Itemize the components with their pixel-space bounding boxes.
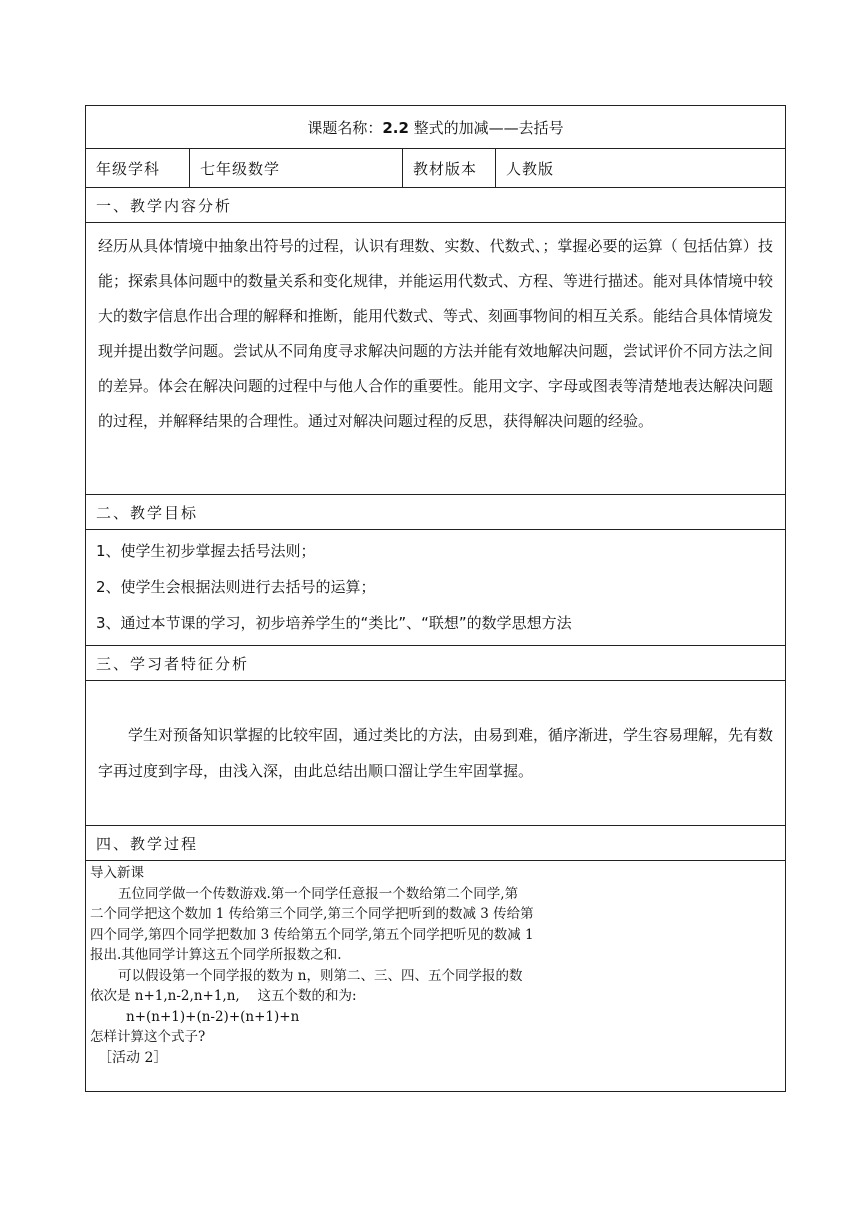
title-number: 2.2 xyxy=(382,118,409,137)
section4-heading: 四、教学过程 xyxy=(86,826,786,861)
goal-item: 3、通过本节课的学习，初步培养学生的“类比”、“联想”的数学思想方法 xyxy=(96,614,572,632)
activity-label: ［活动 2］ xyxy=(98,1049,168,1066)
edition-label: 教材版本 xyxy=(403,149,496,188)
lesson-plan-table xyxy=(85,105,786,1092)
section3-content-row xyxy=(86,681,786,826)
section1-content-row xyxy=(86,223,786,495)
edition-value: 人教版 xyxy=(496,149,786,188)
learner-analysis-text: 学生对预备知识掌握的比较牢固，通过类比的方法，由易到难，循序渐进，学生容易理解，先有数字再过度到字母，由浅入深，由此总结出顺口溜让学生牢固掌握。 xyxy=(98,726,774,780)
question: 怎样计算这个式子? xyxy=(90,1029,206,1045)
goal-item: 1、使学生初步掌握去括号法则； xyxy=(96,542,316,560)
meta-row xyxy=(86,149,786,188)
assume-line: 依次是 n+1,n-2,n+1,n, 这五个数的和为: xyxy=(90,988,357,1004)
section4-content-row xyxy=(86,861,786,1092)
title-text: 整式的加减——去括号 xyxy=(408,118,564,137)
grade-value: 七年级数学 xyxy=(190,149,403,188)
section1-heading: 一、教学内容分析 xyxy=(86,188,786,223)
grade-label: 年级学科 xyxy=(86,149,190,188)
goal-item: 2、使学生会根据法则进行去括号的运算； xyxy=(96,578,376,596)
title-prefix: 课题名称： xyxy=(307,118,383,137)
section2-heading-row xyxy=(86,495,786,530)
game-line: 报出.其他同学计算这五个同学所报数之和. xyxy=(90,947,342,963)
game-line: 五位同学做一个传数游戏.第一个同学任意报一个数给第二个同学,第 xyxy=(118,885,519,902)
formula: n+(n+1)+(n-2)+(n+1)+n xyxy=(126,1008,300,1025)
assume-line: 可以假设第一个同学报的数为 n，则第二、三、四、五个同学报的数 xyxy=(118,967,523,984)
content-analysis-text: 经历从具体情境中抽象出符号的过程，认识有理数、实数、代数式、；掌握必要的运算（ 包括估算）技能；探索具体问题中的数量关系和变化规律，并能运用代数式、方程、等进行描述。能对具体情境中较大的数字信息作出合理的解释和推断，能用代数式、等式、刻画事物间的相互关系。能结合具体情境发现并提出数学问题。尝试从不同角度寻求解决问题的方法并能有效地解决问题，尝试评价不同方法之间的差异。体会在解决问题的过程中与他人合作的重要性。能用文字、字母或图表等清楚地表达解决问题的过程，并解释结果的合理性。通过对解决问题过程的反思，获得解决问题的经验。 xyxy=(98,237,774,430)
game-line: 二个同学把这个数加 1 传给第三个同学,第三个同学把听到的数减 3 传给第 xyxy=(90,906,534,922)
lesson-title xyxy=(86,106,786,149)
section4-heading-row xyxy=(86,826,786,861)
game-line: 四个同学,第四个同学把数加 3 传给第五个同学,第五个同学把听见的数减 1 xyxy=(90,926,534,943)
lesson-plan-sheet xyxy=(85,105,785,1092)
section3-heading: 三、学习者特征分析 xyxy=(86,646,786,681)
section2-content-row xyxy=(86,530,786,646)
section2-heading: 二、教学目标 xyxy=(86,495,786,530)
section3-heading-row xyxy=(86,646,786,681)
title-row xyxy=(86,106,786,149)
section1-heading-row xyxy=(86,188,786,223)
intro-title: 导入新课 xyxy=(90,865,144,881)
